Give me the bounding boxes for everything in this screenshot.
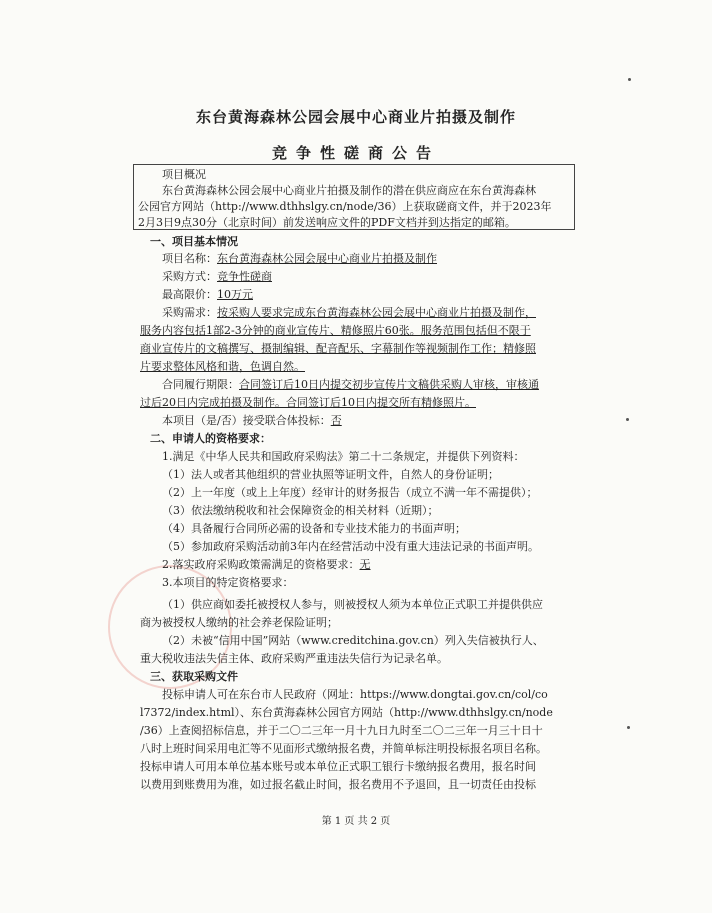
- scan-speck: [628, 78, 631, 81]
- overview-text-3: 2月3日9点30分（北京时间）前发送响应文件的PDF文档并到达指定的邮箱。: [138, 216, 516, 229]
- document-subtitle: 竞争性磋商公告: [271, 144, 440, 162]
- scan-speck: [626, 418, 629, 421]
- requirement-text-1: 按采购人要求完成东台黄海森林公园会展中心商业片拍摄及制作，: [217, 306, 536, 319]
- price-row: [162, 287, 602, 303]
- price-label: 最高限价：: [162, 288, 217, 301]
- document-title: 东台黄海森林公园会展中心商业片拍摄及制作: [195, 108, 516, 126]
- section-1-heading: 一、项目基本情况: [150, 235, 238, 248]
- period-text-2: 过后20日内完成拍摄及制作。合同签订后10日内提交所有精修照片。: [140, 396, 476, 409]
- overview-text-1: 东台黄海森林公园会展中心商业片拍摄及制作的潜在供应商应在东台黄海森林: [162, 184, 536, 197]
- requirement-text-3: 商业宣传片的文稿撰写、摄制编辑、配音配乐、字幕制作等视频制作工作；精修照: [140, 342, 536, 355]
- obtain-text-5: 投标申请人可用本单位基本账号或本单位正式职工银行卡缴纳报名费用，报名时间: [140, 760, 536, 773]
- requirement-label: 采购需求：: [162, 306, 217, 319]
- section-2-heading: 二、申请人的资格要求：: [150, 432, 271, 445]
- price-value: 10万元: [217, 288, 253, 301]
- project-overview-box: [133, 164, 575, 230]
- obtain-text-6: 以费用到账费用为准，如过报名截止时间，报名费用不予退回，且一切责任由投标: [140, 778, 536, 791]
- period-label: 合同履行期限：: [162, 378, 239, 391]
- method-row: [162, 269, 602, 285]
- qual-2-row: [162, 557, 602, 573]
- page-footer: 第 1 页 共 2 页: [321, 816, 391, 827]
- obtain-text-3: /36）上查阅招标信息，并于二〇二三年一月十九日九时至二〇二三年一月三十日十: [140, 724, 543, 737]
- qual-2-value: 无: [359, 558, 371, 571]
- qual-1: 1.满足《中华人民共和国政府采购法》第二十二条规定，并提供下列资料：: [162, 450, 525, 463]
- project-name-row: [162, 251, 602, 267]
- joint-bid-text: 本项目（是/否）接受联合体投标：: [162, 414, 331, 427]
- qual-1-d: （4）具备履行合同所必需的设备和专业技术能力的书面声明；: [162, 522, 466, 535]
- joint-bid-row: [162, 413, 602, 429]
- qual-3-a-1: （1）供应商如委托被授权人参与，则被授权人须为本单位正式职工并提供供应: [162, 598, 543, 611]
- requirement-row-1: [162, 305, 602, 321]
- qual-3-b-1: （2）未被“信用中国”网站（www.creditchina.gov.cn）列入失信被执行人、: [162, 634, 544, 647]
- period-text-1: 合同签订后10日内提交初步宣传片文稿供采购人审核，审核通: [239, 378, 539, 391]
- requirement-text-4: 片要求整体风格和谐，色调自然。: [140, 360, 305, 373]
- obtain-text-1: 投标申请人可在东台市人民政府（网址：https://www.dongtai.gov.cn/col/co: [162, 688, 548, 701]
- overview-label: 项目概况: [162, 168, 206, 181]
- requirement-text-2: 服务内容包括1部2-3分钟的商业宣传片、精修照片60张。服务范围包括但不限于: [140, 324, 531, 337]
- method-value: 竞争性磋商: [217, 270, 272, 283]
- qual-3-b-2: 重大税收违法失信主体、政府采购严重违法失信行为记录名单。: [140, 652, 448, 665]
- obtain-text-2: l7372/index.html）、东台黄海森林公园官方网站（http://www.dthhslgy.cn/node: [140, 706, 553, 719]
- qual-1-a: （1）法人或者其他组织的营业执照等证明文件，自然人的身份证明；: [162, 468, 499, 481]
- period-row-1: [162, 377, 602, 393]
- method-label: 采购方式：: [162, 270, 217, 283]
- qual-3-a-2: 商为被授权人缴纳的社会养老保险证明；: [140, 616, 338, 629]
- section-3-heading: 三、获取采购文件: [150, 670, 238, 683]
- joint-bid-value: 否: [330, 414, 342, 427]
- scan-speck: [627, 726, 630, 729]
- project-name-label: 项目名称：: [162, 252, 217, 265]
- project-name-value: 东台黄海森林公园会展中心商业片拍摄及制作: [217, 252, 437, 265]
- qual-3: 3.本项目的特定资格要求：: [162, 576, 294, 589]
- overview-text-2: 公园官方网站（http://www.dthhslgy.cn/node/36）上获取磋商文件，并于2023年: [138, 200, 552, 213]
- qual-2-text: 2.落实政府采购政策需满足的资格要求：: [162, 558, 360, 571]
- obtain-text-4: 八时上班时间采用电汇等不见面形式缴纳报名费，并简单标注明投标报名项目名称。: [140, 742, 547, 755]
- qual-1-c: （3）依法缴纳税收和社会保障资金的相关材料（近期）；: [162, 504, 439, 517]
- qual-1-b: （2）上一年度（或上上年度）经审计的财务报告（成立不满一年不需提供）；: [162, 486, 538, 499]
- qual-1-e: （5）参加政府采购活动前3年内在经营活动中没有重大违法记录的书面声明。: [162, 540, 539, 553]
